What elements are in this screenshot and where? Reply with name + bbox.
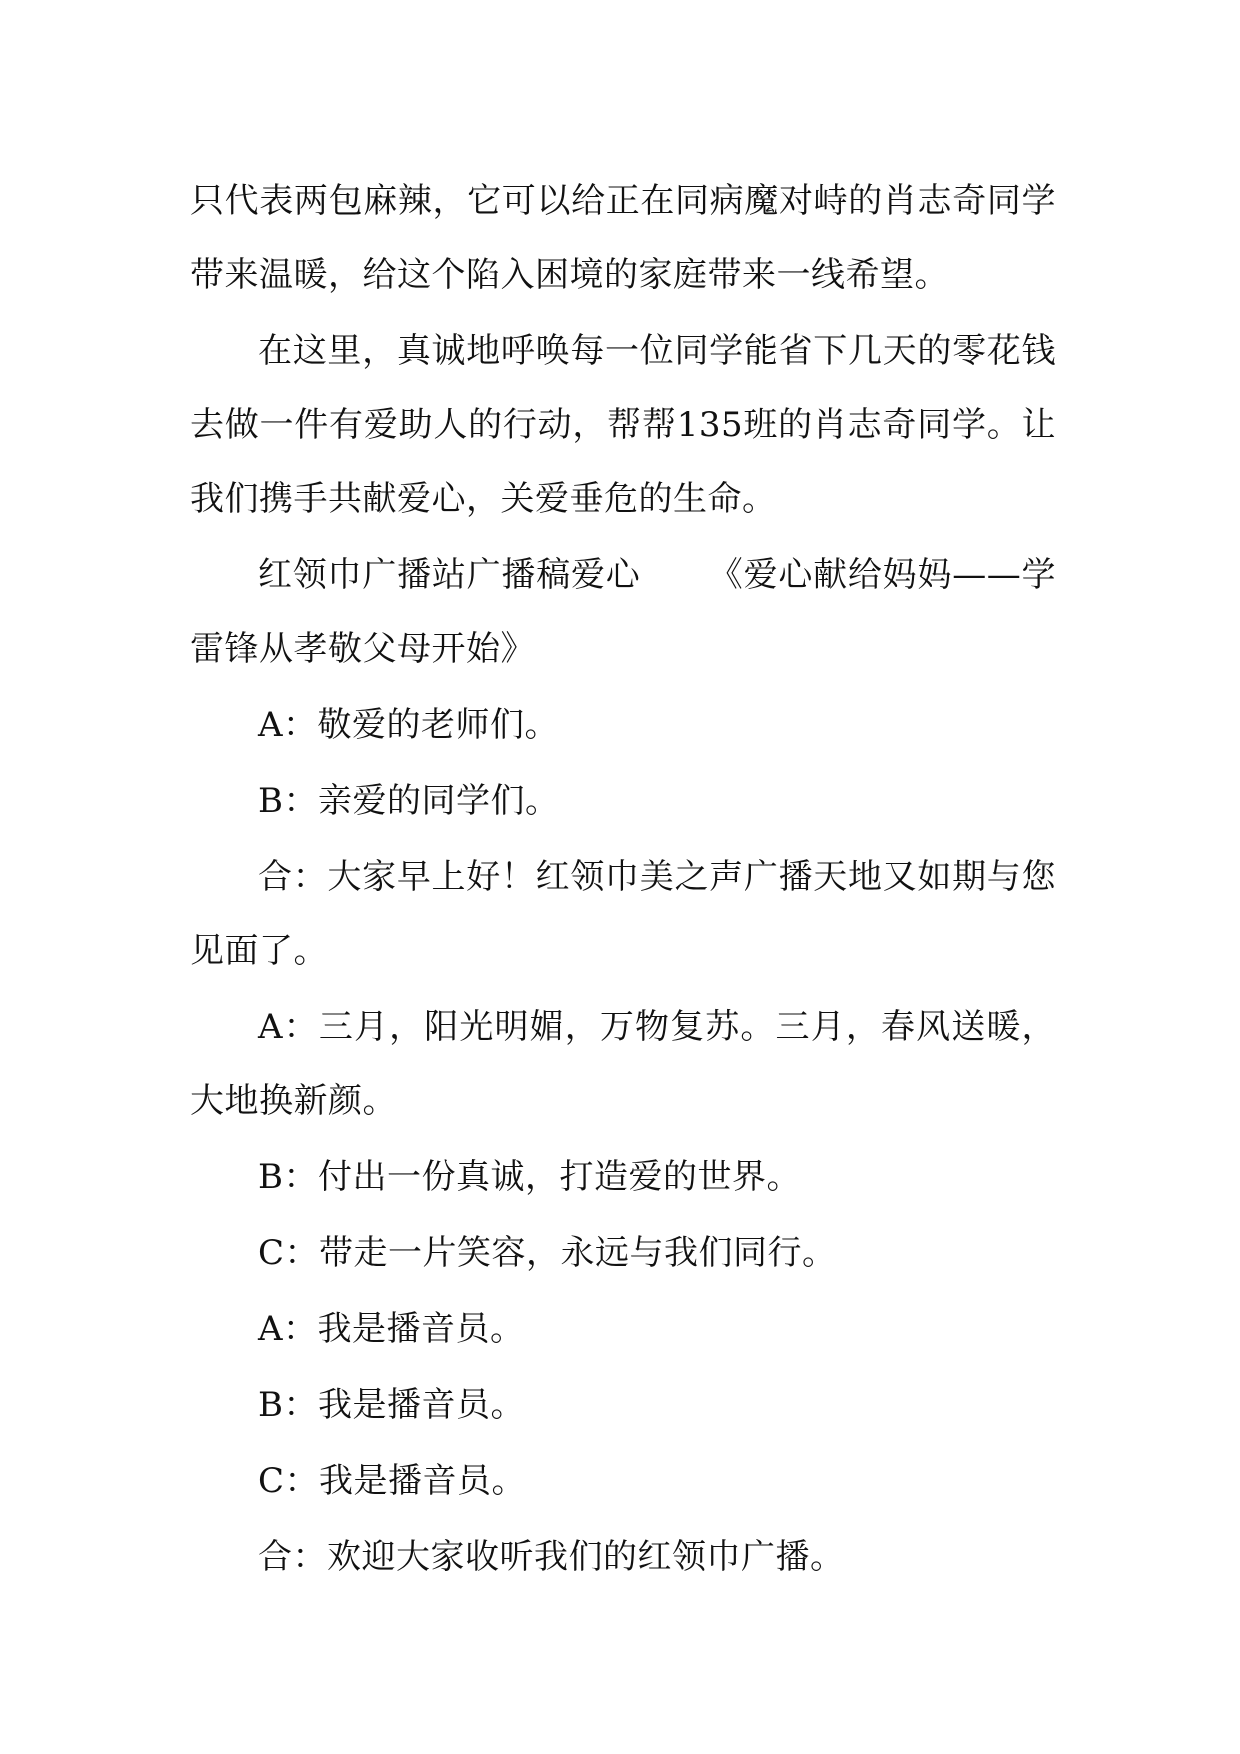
- dialogue-line: 合：大家早上好！红领巾美之声广播天地又如期与您见面了。: [190, 857, 1056, 971]
- dialogue-line: B：我是播音员。: [258, 1385, 525, 1425]
- dialogue-line: C：带走一片笑容，永远与我们同行。: [258, 1233, 837, 1273]
- dialogue-line: B：亲爱的同学们。: [258, 781, 560, 821]
- broadcast-heading: [190, 538, 1056, 686]
- dialogue-line: A：敬爱的老师们。: [258, 705, 560, 745]
- dialogue-line: A：我是播音员。: [258, 1309, 525, 1349]
- dialogue-line: A：三月，阳光明媚，万物复苏。三月，春风送暖，大地换新颜。: [190, 1007, 1056, 1121]
- dialogue-line: 合：欢迎大家收听我们的红领巾广播。: [258, 1537, 845, 1577]
- heading-program-title: 《爱心献给妈妈——学雷锋从孝敬父母开始》: [190, 555, 1057, 669]
- paragraph-2: 在这里，真诚地呼唤每一位同学能省下几天的零花钱去做一件有爱助人的行动，帮帮135班的肖志奇同学。让我们携手共献爱心，关爱垂危的生命。: [190, 331, 1056, 519]
- document-body: [190, 164, 1056, 1596]
- dialogue-line: C：我是播音员。: [258, 1461, 527, 1501]
- dialogue-line: B：付出一份真诚，打造爱的世界。: [258, 1157, 801, 1197]
- heading-station-title: 红领巾广播站广播稿爱心: [258, 555, 641, 595]
- paragraph-1: 只代表两包麻辣，它可以给正在同病魔对峙的肖志奇同学带来温暖，给这个陷入困境的家庭带来一线希望。: [190, 181, 1056, 295]
